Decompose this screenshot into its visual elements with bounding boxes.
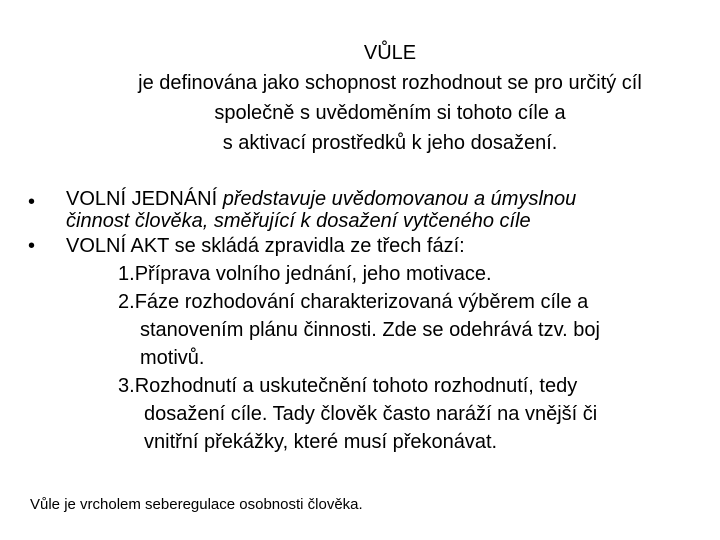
step-item-1 xyxy=(118,260,708,288)
step-text: Fáze rozhodování charakterizovaná výběrem cíle a xyxy=(134,291,589,313)
bullet-marker: • xyxy=(28,235,36,257)
heading-title: VŮLE xyxy=(363,42,417,64)
definition-block xyxy=(40,38,720,158)
step-item-3 xyxy=(118,372,708,456)
bullet-text: VOLNÍ AKT se skládá zpravidla ze třech fází: xyxy=(66,235,465,257)
bullet-item-volni-jednani xyxy=(28,188,708,232)
step-text: vnitřní překážky, které musí překonávat. xyxy=(144,431,498,453)
step-number: 2. xyxy=(118,291,135,313)
bullet-list xyxy=(28,188,708,456)
step-text: Příprava volního jednání, jeho motivace. xyxy=(134,263,492,285)
bullet-italic-text-2: činnost člověka, směřující k dosažení vytčeného cíle xyxy=(66,210,531,232)
step-number: 3. xyxy=(118,375,135,397)
step-text: dosažení cíle. Tady člověk často naráží na vnější či xyxy=(144,403,598,425)
step-text: Rozhodnutí a uskutečnění tohoto rozhodnutí, tedy xyxy=(134,375,578,397)
bullet-marker: • xyxy=(28,191,36,213)
footer-note: Vůle je vrcholem seberegulace osobnosti člověka. xyxy=(30,496,363,513)
step-text: motivů. xyxy=(140,347,205,369)
bullet-lead-text: VOLNÍ JEDNÁNÍ xyxy=(66,188,223,210)
definition-line-1: je definována jako schopnost rozhodnout se pro určitý cíl xyxy=(138,72,642,94)
bullet-italic-text-1: představuje uvědomovanou a úmyslnou xyxy=(222,188,577,210)
bullet-item-volni-akt xyxy=(28,232,708,456)
step-text: stanovením plánu činnosti. Zde se odehrává tzv. boj xyxy=(140,319,600,341)
definition-line-2: společně s uvědoměním si tohoto cíle a xyxy=(214,102,566,124)
step-number: 1. xyxy=(118,263,135,285)
step-item-2 xyxy=(118,288,708,372)
definition-line-3: s aktivací prostředků k jeho dosažení. xyxy=(222,132,558,154)
